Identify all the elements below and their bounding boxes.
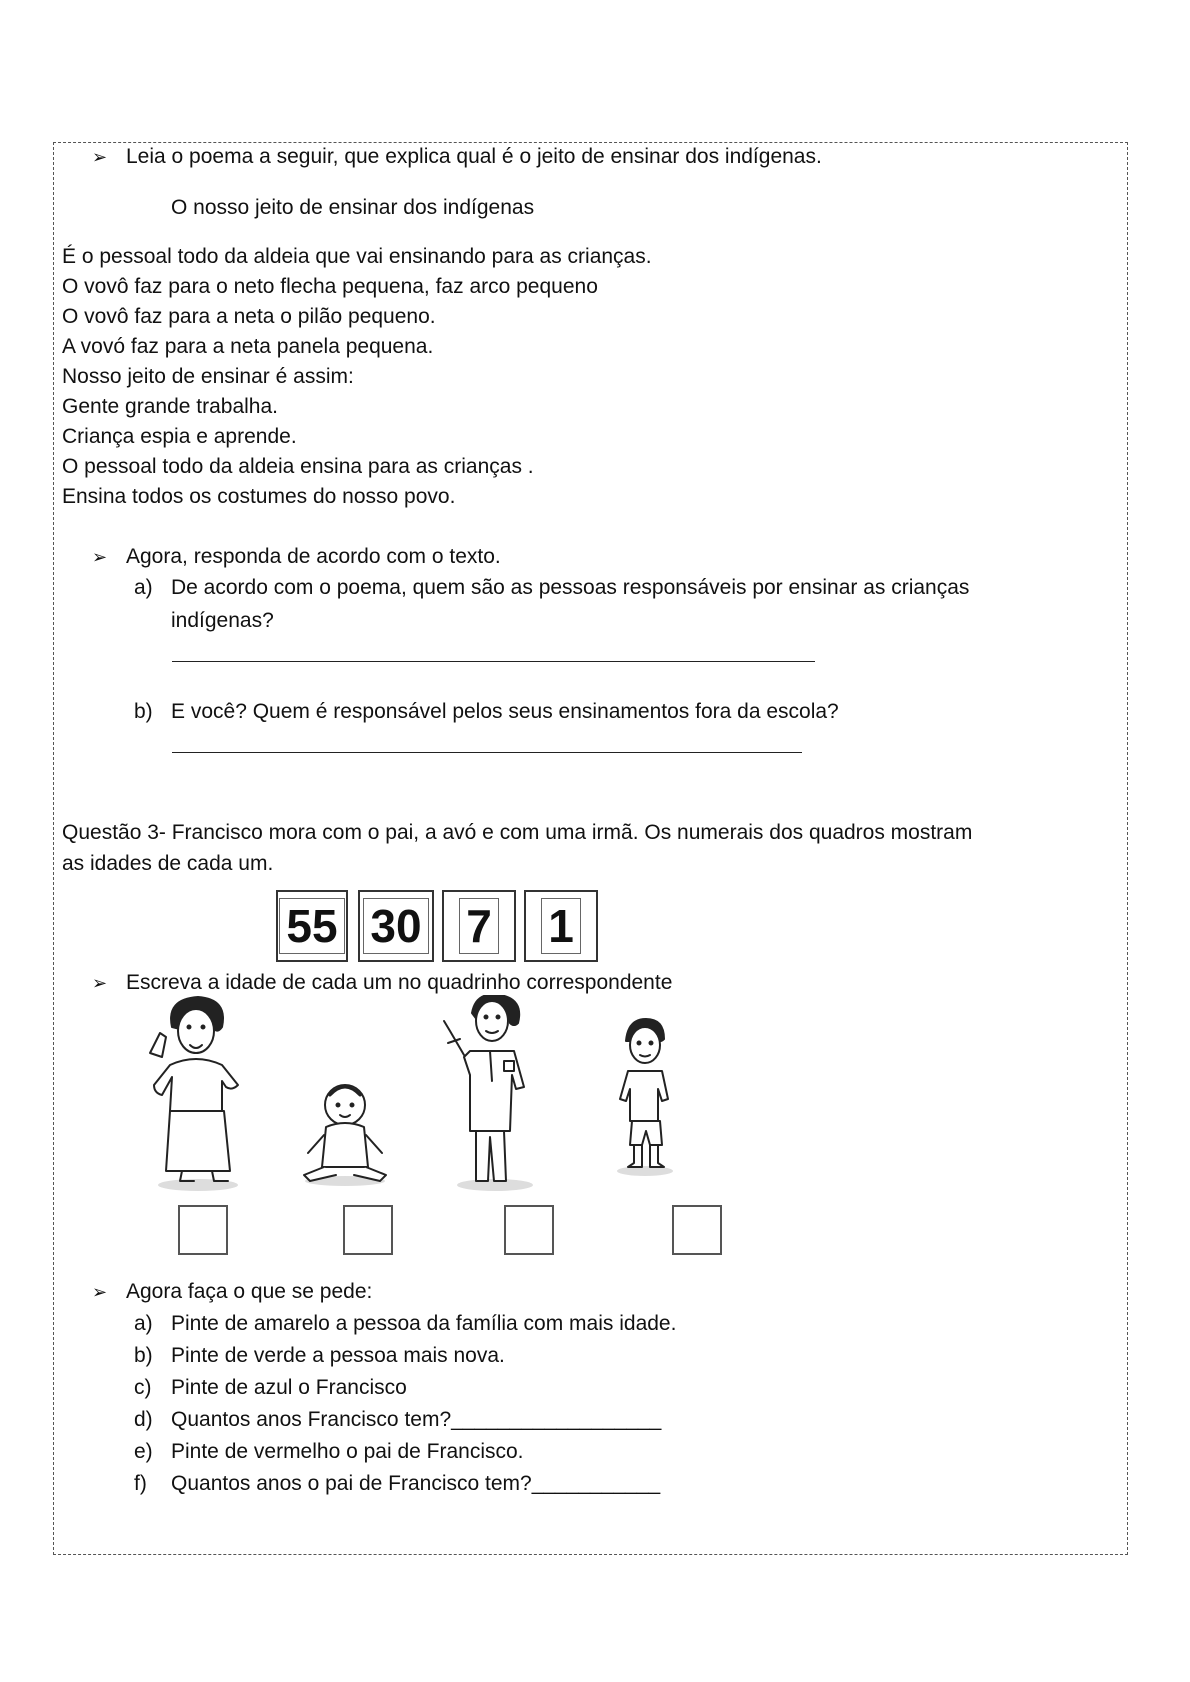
task-label: e) — [134, 1440, 153, 1463]
task-text[interactable]: Quantos anos o pai de Francisco tem?___________ — [171, 1472, 661, 1495]
poem-line: Nosso jeito de ensinar é assim: — [62, 365, 354, 388]
arrowhead-bullet-icon: ➢ — [92, 1282, 108, 1302]
task-text: Pinte de azul o Francisco — [171, 1376, 407, 1399]
task-label: c) — [134, 1376, 152, 1399]
task-text: Pinte de amarelo a pessoa da família com mais idade. — [171, 1312, 677, 1335]
poem-line: Ensina todos os costumes do nosso povo. — [62, 485, 456, 508]
age-card-30 — [358, 890, 434, 962]
arrowhead-bullet-icon: ➢ — [92, 973, 108, 993]
tasks-instruction: Agora faça o que se pede: — [126, 1280, 373, 1303]
poem-line: O pessoal todo da aldeia ensina para as crianças . — [62, 455, 534, 478]
poem-line: O vovô faz para o neto flecha pequena, faz arco pequeno — [62, 275, 598, 298]
poem-line: Gente grande trabalha. — [62, 395, 278, 418]
poem-line: Criança espia e aprende. — [62, 425, 297, 448]
task-label: b) — [134, 1344, 153, 1367]
poem-title: O nosso jeito de ensinar dos indígenas — [171, 196, 535, 219]
poem-line: É o pessoal todo da aldeia que vai ensinando para as crianças. — [62, 245, 652, 268]
intro-instruction: Leia o poema a seguir, que explica qual é o jeito de ensinar dos indígenas. — [126, 145, 822, 168]
arrowhead-bullet-icon: ➢ — [92, 547, 108, 567]
answer-line-b[interactable] — [172, 752, 802, 753]
task-label: d) — [134, 1408, 153, 1431]
arrowhead-bullet-icon: ➢ — [92, 147, 108, 167]
task-label: f) — [134, 1472, 147, 1495]
grandmother-figure — [150, 997, 238, 1191]
father-figure — [444, 995, 533, 1191]
age-value: 55 — [279, 898, 344, 954]
age-answer-box-grandmother[interactable] — [178, 1205, 228, 1255]
boy-figure — [617, 1019, 673, 1176]
question3-text: Questão 3- Francisco mora com o pai, a avó e com uma irmã. Os numerais dos quadros mostram — [62, 821, 973, 844]
figures-instruction: Escreva a idade de cada um no quadrinho correspondente — [126, 971, 673, 994]
question-a-text-cont: indígenas? — [171, 609, 274, 632]
poem-line: O vovô faz para a neta o pilão pequeno. — [62, 305, 436, 328]
age-value: 30 — [363, 898, 428, 954]
age-card-55 — [276, 890, 348, 962]
age-answer-box-baby[interactable] — [343, 1205, 393, 1255]
question-a-text: De acordo com o poema, quem são as pessoas responsáveis por ensinar as crianças — [171, 576, 970, 599]
question-b-text: E você? Quem é responsável pelos seus ensinamentos fora da escola? — [171, 700, 839, 723]
question-a-label: a) — [134, 576, 153, 599]
age-answer-box-boy[interactable] — [672, 1205, 722, 1255]
task-label: a) — [134, 1312, 153, 1335]
baby-figure — [304, 1085, 386, 1186]
question3-text-cont: as idades de cada um. — [62, 852, 274, 875]
questions-instruction: Agora, responda de acordo com o texto. — [126, 545, 501, 568]
task-text: Pinte de verde a pessoa mais nova. — [171, 1344, 505, 1367]
age-card-7 — [442, 890, 516, 962]
task-text[interactable]: Quantos anos Francisco tem?__________________ — [171, 1408, 662, 1431]
answer-line-a[interactable] — [172, 661, 815, 662]
age-value: 7 — [459, 898, 499, 954]
age-answer-box-father[interactable] — [504, 1205, 554, 1255]
age-value: 1 — [541, 898, 581, 954]
question-b-label: b) — [134, 700, 153, 723]
age-card-1 — [524, 890, 598, 962]
poem-line: A vovó faz para a neta panela pequena. — [62, 335, 434, 358]
task-text: Pinte de vermelho o pai de Francisco. — [171, 1440, 524, 1463]
